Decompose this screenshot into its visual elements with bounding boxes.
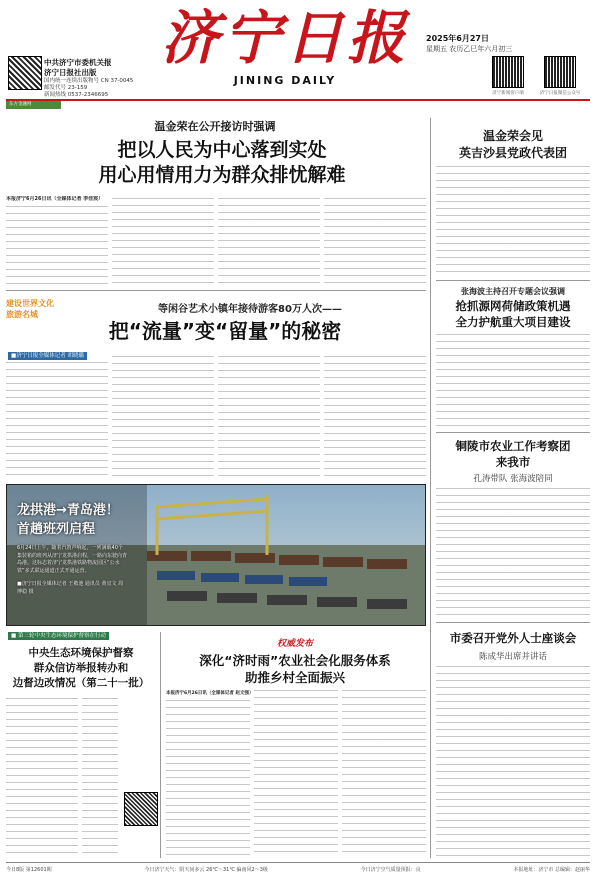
- qr-code: [492, 56, 524, 88]
- section-divider: [436, 280, 590, 281]
- feature-banner-text: 建设世界文化旅游名城: [6, 299, 54, 319]
- qr-code: [124, 792, 158, 826]
- section-divider: [436, 622, 590, 623]
- feature-body-column: [324, 356, 426, 480]
- news-photo: [6, 484, 426, 626]
- bottom-mid-body: [342, 690, 426, 858]
- right-kicker-2: 张海波主持召开专题会议强调: [461, 287, 565, 296]
- bottom-mid-headline: [164, 652, 426, 686]
- right-sub-3: 孔涛带队 张海波陪同: [473, 474, 553, 484]
- photo-title-line: 龙拱港→青岛港！: [17, 503, 119, 518]
- right-headline-4: 市委召开党外人士座谈会: [449, 631, 577, 645]
- feature-banner: [6, 298, 58, 319]
- section-divider: [6, 290, 426, 291]
- qr-caption: 济宁日报微信公众号: [539, 91, 581, 96]
- right-headline-line: 抢抓源网荷储政策机遇: [455, 299, 571, 313]
- right-headline-line: 铜陵市农业工作考察团: [455, 439, 571, 453]
- web-banner: 东方金融网 www.jnfin.com: [6, 101, 61, 109]
- column-rule: [160, 632, 161, 858]
- lead-body-column: [112, 198, 214, 286]
- bottom-mid-headline-line: 助推乡村全面振兴: [244, 670, 345, 685]
- bottom-left-headline-line: 中央生态环境保护督察: [28, 647, 134, 659]
- info-line: 邮发代号 23-159: [44, 85, 88, 92]
- lead-body-column: [6, 206, 108, 286]
- right-headline-line: 英吉沙县党政代表团: [458, 146, 567, 160]
- bottom-mid-body: [254, 690, 338, 858]
- bottom-left-headline: [6, 646, 156, 691]
- photo-credit: ■济宁日报全媒体记者 王敬池 通讯员 黄宜文 周博稳 摄: [17, 581, 124, 595]
- feature-body-column: [218, 356, 320, 480]
- photo-caption-text: 6月24日上午，随着汽笛声响起，一列满载40个集装箱的班列从济宁龙拱港启程，一路向东驶向青岛港。这标志着济宁龙拱港铁路物流园区“公水铁”多式联运通道正式开通运营。: [17, 545, 128, 574]
- right-sub-4: 陈成华出席并讲话: [478, 652, 547, 662]
- lead-body-column: [324, 198, 426, 286]
- lead-headline-line: 用心用情用力为群众排忧解难: [98, 164, 346, 186]
- lead-headline-line: 把以人民为中心落到实处: [117, 139, 327, 161]
- feature-kicker: 等闲谷艺术小镇年接待游客80万人次——: [158, 304, 342, 315]
- right-headline-3: [436, 438, 590, 470]
- publisher-name: 济宁日报社出版: [44, 68, 97, 77]
- lead-body-column: [218, 198, 320, 286]
- masthead: [0, 0, 596, 100]
- bottom-mid-kicker: 权威发布: [276, 639, 313, 649]
- bottom-left-tag: ■ 第三轮中央生态环境保护督察在行动: [8, 632, 109, 640]
- weekday-text: 星期五 农历乙巳年六月初三: [426, 45, 513, 53]
- newspaper-title: 济宁日报: [160, 4, 409, 72]
- right-headline-1: [436, 128, 590, 162]
- right-body-1: [436, 166, 590, 276]
- bottom-mid-byline: 本报济宁6月26日讯（全媒体记者 赵文强）: [166, 691, 254, 696]
- footer-issue: 今日8版 第12601期: [6, 867, 52, 873]
- photo-caption: [17, 501, 127, 596]
- qr-code-left: [8, 56, 42, 90]
- right-headline-line: 全力护航重大项目建设: [455, 315, 571, 329]
- right-body-2: [436, 334, 590, 428]
- masthead-info: [44, 58, 134, 100]
- newspaper-subtitle: JINING DAILY: [233, 74, 337, 87]
- bottom-mid-body: [166, 700, 250, 858]
- right-headline-line: 来我市: [495, 455, 531, 469]
- right-headline-2: [436, 298, 590, 330]
- feature-section-tag: ■济宁日报全媒体记者 胡晓璐: [8, 352, 87, 360]
- footer-weather: 今日济宁天气：阴天间多云 26℃～31℃ 偏南风2～3级: [144, 867, 268, 873]
- issue-date: [426, 34, 512, 54]
- info-line: 国内统一连续出版物号 CN 37-0045: [44, 78, 134, 84]
- date-text: 2025年6月27日: [426, 34, 489, 43]
- lead-headline: [24, 138, 420, 188]
- section-divider: [436, 432, 590, 433]
- lead-byline: 本报济宁6月26日讯（全媒体记者 李佳宸）: [6, 196, 104, 202]
- org-name: 中共济宁市委机关报: [44, 58, 112, 67]
- qr-caption: 济宁新闻客户端: [492, 91, 524, 96]
- footer-address: 本报地址：济宁市 总编辑：赵丽华: [513, 867, 590, 873]
- bottom-left-body: [82, 698, 118, 858]
- feature-body-column: [112, 356, 214, 480]
- bottom-left-headline-line: 群众信访举报转办和: [33, 662, 129, 674]
- page-footer: [6, 862, 590, 874]
- feature-headline: 把“流量”变“留量”的秘密: [108, 319, 342, 343]
- bottom-left-body: [6, 698, 78, 858]
- bottom-left-headline-line: 边督边改情况（第二十一批）: [12, 677, 150, 689]
- right-body-3: [436, 488, 590, 618]
- bottom-mid-headline-line: 深化“济时雨”农业社会化服务体系: [199, 653, 391, 668]
- feature-body-column: [6, 362, 108, 480]
- info-line: 新闻热线 0537-2346695: [44, 92, 109, 99]
- column-rule: [430, 118, 431, 858]
- photo-title-line: 首趟班列启程: [17, 522, 96, 537]
- right-headline-line: 温金荣会见: [482, 129, 543, 143]
- footer-air: 今日济宁空气质量预报：良: [360, 867, 421, 873]
- lead-kicker: 温金荣在公开接访时强调: [154, 120, 276, 133]
- qr-code: [544, 56, 576, 88]
- right-body-4: [436, 666, 590, 858]
- masthead-divider: [6, 99, 590, 101]
